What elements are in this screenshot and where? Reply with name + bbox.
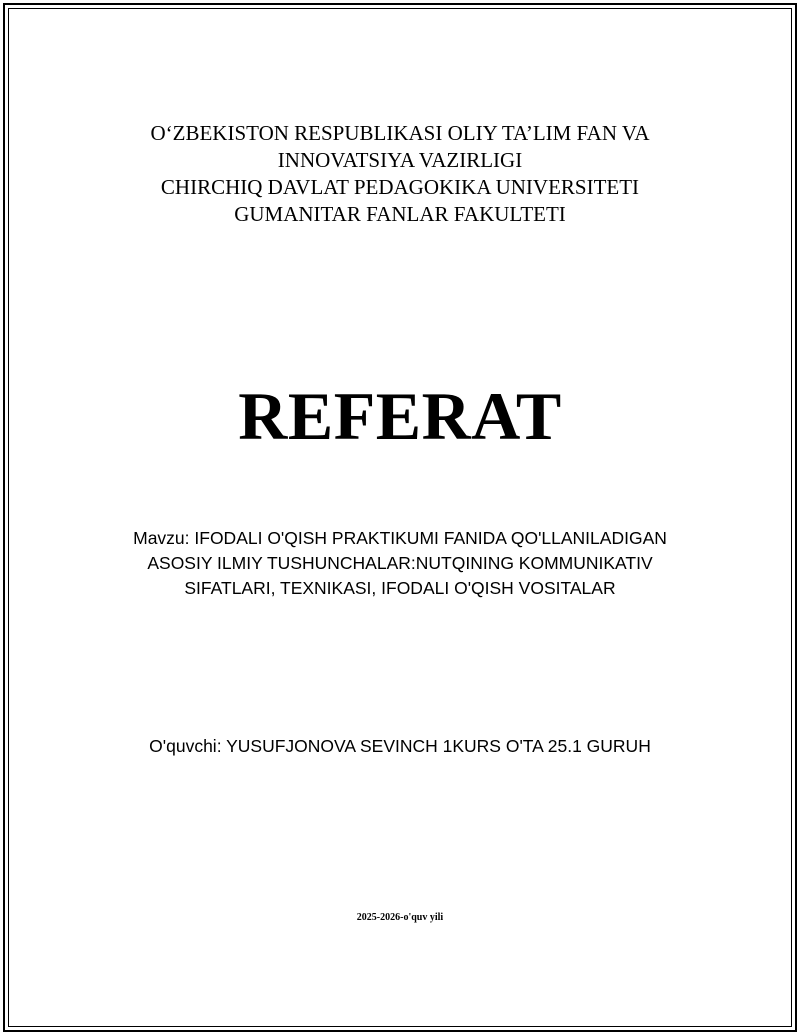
header-line-faculty: GUMANITAR FANLAR FAKULTETI bbox=[234, 202, 566, 226]
header-line-ministry-1: O‘ZBEKISTON RESPUBLIKASI OLIY TA’LIM FAN VA bbox=[150, 121, 650, 145]
student-line: O'quvchi: YUSUFJONOVA SEVINCH 1KURS O'TA 25.1 GURUH bbox=[149, 736, 651, 756]
academic-year: 2025-2026-o'quv yili bbox=[356, 912, 444, 923]
header-line-university: CHIRCHIQ DAVLAT PEDAGOKIKA UNIVERSITETI bbox=[160, 175, 640, 199]
topic-line-2: ASOSIY ILMIY TUSHUNCHALAR:NUTQINING KOMMUNIKATIV bbox=[147, 553, 653, 573]
document-title: REFERAT bbox=[238, 378, 562, 454]
topic-line-3: SIFATLARI, TEXNIKASI, IFODALI O'QISH VOSITALAR bbox=[184, 578, 616, 598]
header-line-ministry-2: INNOVATSIYA VAZIRLIGI bbox=[277, 148, 523, 172]
topic-block bbox=[0, 526, 800, 601]
topic-line-1: Mavzu: IFODALI O'QISH PRAKTIKUMI FANIDA QO'LLANILADIGAN bbox=[133, 528, 667, 548]
institution-header bbox=[0, 120, 800, 228]
